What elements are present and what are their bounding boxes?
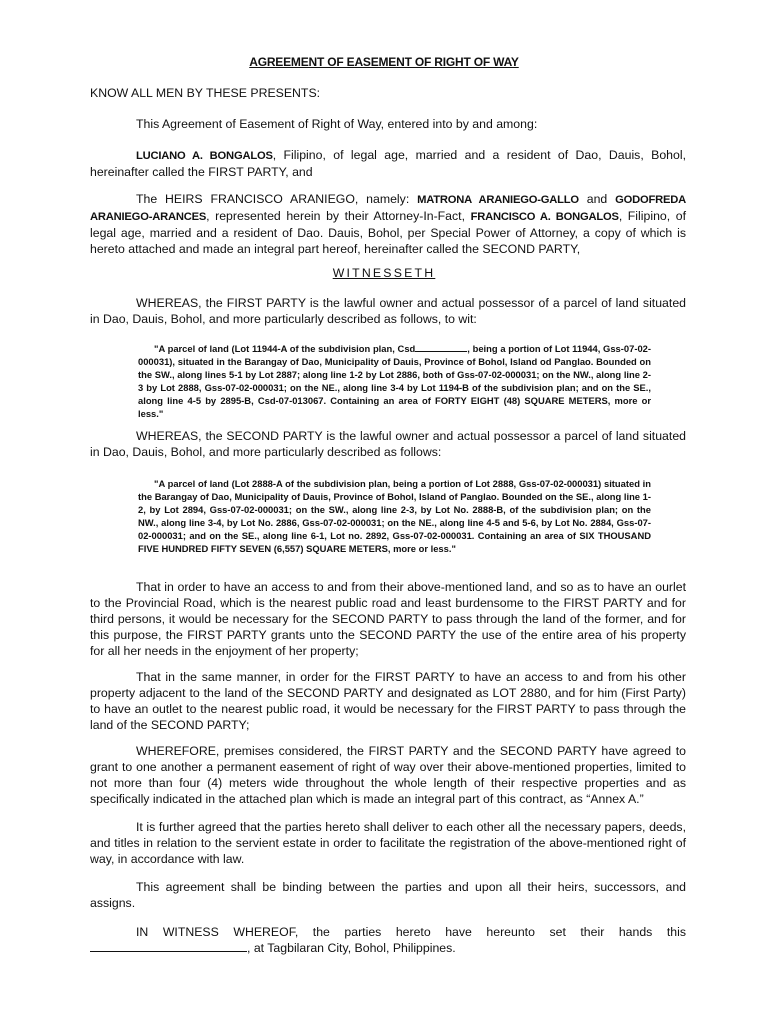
- first-party-name: LUCIANO A. BONGALOS: [136, 150, 273, 162]
- second-party-tail: , Filipino, of legal age, married and a resident of Dao. Dauis, Bohol, per Special Power of Attorney, a copy of which is hereto attached and made an integral part hereof, hereinafter called the SECOND PARTY,: [90, 209, 686, 256]
- lot-description-first: [138, 341, 651, 420]
- lot-description-first-start: "A parcel of land (Lot 11944-A of the subdivision plan, Csd: [154, 343, 416, 354]
- date-blank-line: [90, 941, 247, 952]
- witness-whereof-text: IN WITNESS WHEREOF, the parties hereto have hereunto set their hands this: [136, 925, 686, 939]
- second-party-name-2: GODOFREDA ARANIEGO-ARANCES: [90, 194, 686, 223]
- second-party-name-3: FRANCISCO A. BONGALOS: [470, 211, 619, 223]
- binding-paragraph: This agreement shall be binding between the parties and upon all their heirs, successors, and assigns.: [90, 880, 686, 910]
- witness-place-text: , at Tagbilaran City, Bohol, Philippines.: [247, 941, 456, 955]
- whereas-first-party: WHEREAS, the FIRST PARTY is the lawful owner and actual possessor of a parcel of land situated in Dao, Dauis, Bohol, and more particularly described as follows, to wit:: [90, 296, 686, 326]
- opening-line: KNOW ALL MEN BY THESE PRESENTS:: [90, 86, 321, 100]
- lot-description-first-rest: , being a portion of Lot 11944, Gss-07-02-000031), situated in the Barangay of Dao, Municipality of Dauis, Province of Bohol, Island od Panglao. Bounded on the SW., along lines 5-1 by Lot 2887; along line 1-2 by Lot 2886, both of Gss-07-02-000031; on the NW., along line 2-3 by Lot 2888, Gss-07-02-000031; on the NE., along line 3-4 by Lot 1194-B of the subdivision plan; and on the SE., along line 4-5 by 2895-B, Csd-07-013067. Containing an area of FORTY EIGHT (48) SQUARE METERS, more or less.": [138, 343, 651, 419]
- second-party-and: and: [578, 192, 616, 206]
- first-party-text: , Filipino, of legal age, married and a resident of Dao, Dauis, Bohol, hereinafter called the FIRST PARTY, and: [90, 148, 686, 179]
- same-manner-paragraph: That in the same manner, in order for the FIRST PARTY to have an access to and from his other property adjacent to the land of the SECOND PARTY and designated as LOT 2880, and for him (First Party) to have an outlet to the nearest public road, it would be necessary for the FIRST PARTY to pass through the land of the SECOND PARTY;: [90, 670, 686, 732]
- access-paragraph: That in order to have an access to and from their above-mentioned land, and so as to have an ourlet to the Provincial Road, which is the nearest public road and least burdensome to the FIRST PARTY and for third persons, it would be necessary for the SECOND PARTY to pass through the land of the former, and for this purpose, the FIRST PARTY grants unto the SECOND PARTY the use of the entire area of his property for all her needs in the enjoyment of her property;: [90, 580, 686, 658]
- document-title: AGREEMENT OF EASEMENT OF RIGHT OF WAY: [249, 55, 519, 69]
- second-party-mid: , represented herein by their Attorney-In-Fact,: [206, 209, 471, 223]
- further-agreed-paragraph: It is further agreed that the parties hereto shall deliver to each other all the necessary papers, deeds, and titles in relation to the servient estate in order to facilitate the registration of the above-mentioned right of way, in accordance with law.: [90, 820, 686, 866]
- second-party-lead: The HEIRS FRANCISCO ARANIEGO, namely:: [136, 192, 418, 206]
- witness-whereof-paragraph: [90, 924, 686, 956]
- lot-description-second: "A parcel of land (Lot 2888-A of the subdivision plan, being a portion of Lot 2888, Gss-07-02-000031) situated in the Barangay of Dao, Municipality of Dauis, Province of Bohol, Island of Panglao. Bounded on the SE., along line 1-2, by Lot 2894, Gss-07-02-000031; on the SW., along line 2-3, by Lot No. 2888-B, of the subdivision plan; on the NW., along line 3-4, by Lot No. 2886, Gss-07-02-000031; on the NE., along line 4-5 and 5-6, by Lot No. 2884, Gss-07-02-000031; and on the SE., along line 6-1, Lot no. 2892, Gss-07-02-000031. Containing an area of SIX THOUSAND FIVE HUNDRED FIFTY SEVEN (6,557) SQUARE METERS, more or less.": [138, 478, 651, 554]
- witnesseth-heading: WITNESSETH: [332, 266, 436, 280]
- second-party-paragraph: [90, 191, 686, 257]
- first-party-paragraph: [90, 147, 686, 180]
- second-party-name-1: MATRONA ARANIEGO-GALLO: [417, 194, 579, 206]
- wherefore-paragraph: WHEREFORE, premises considered, the FIRST PARTY and the SECOND PARTY have agreed to grant to one another a permanent easement of right of way over their above-mentioned properties, limited to not more than four (4) meters wide throughout the whole length of their respective properties and as specifically indicated in the attached plan which is made an integral part of this contract, as “Annex A.”: [90, 744, 686, 806]
- whereas-second-party: WHEREAS, the SECOND PARTY is the lawful owner and actual possessor a parcel of land situated in Dao, Dauis, Bohol, and more particularly described as follows:: [90, 429, 686, 459]
- blank-line: [415, 341, 467, 352]
- intro-paragraph: This Agreement of Easement of Right of Way, entered into by and among:: [136, 117, 538, 131]
